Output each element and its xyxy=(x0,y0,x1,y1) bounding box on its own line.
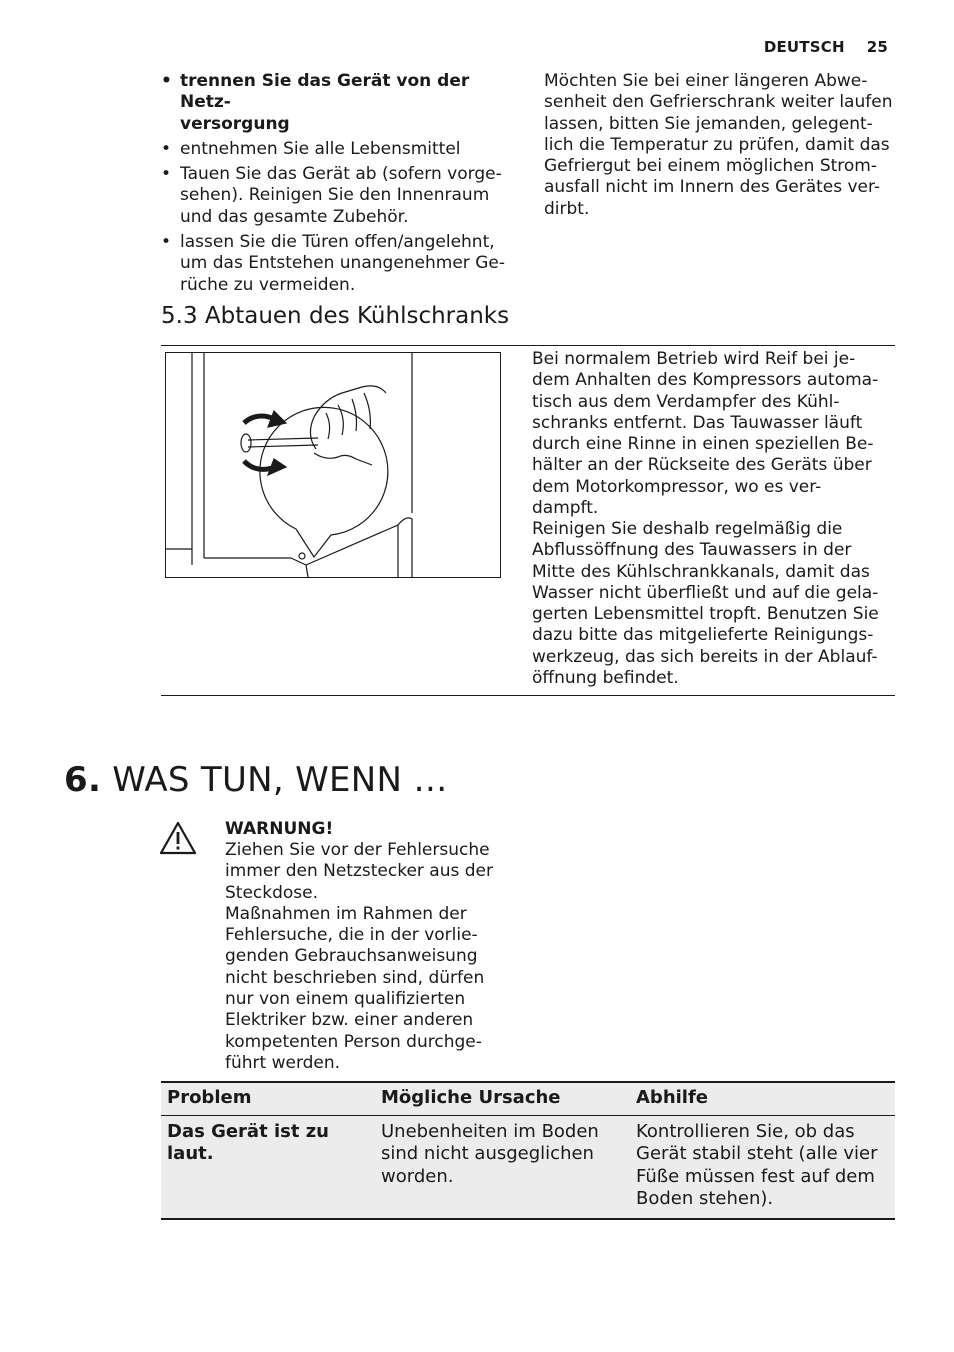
warning-text: Ziehen Sie vor der Fehlersuche immer den Netzstecker aus der Steckdose. Maßnahmen im Rahmen der Fehlersuche, die in der vorlie- genden Gebrauchsanweisung nicht beschrieben sind, dürfen nur von einem qualifizierten Elektriker bzw. einer anderen kompetenten Person durchge- führt werden. xyxy=(225,840,493,1073)
intro-bullet-list xyxy=(161,71,521,300)
warning-icon xyxy=(159,820,197,856)
defrost-paragraph-1: Bei normalem Betrieb wird Reif bei je- dem Anhalten des Kompressors automa- tisch aus dem Verdampfer des Kühl- schranks entfernt. Das Tauwasser läuft durch eine Rinne in einen speziellen Be- hälter an der Rückseite des Geräts über dem Motorkompressor, wo es ver- dampft. xyxy=(532,349,879,519)
warning-title: WARNUNG! xyxy=(225,819,334,839)
chapter-number: 6. xyxy=(64,760,102,800)
page-header xyxy=(742,38,888,56)
column-header-cause: Mögliche Ursache xyxy=(375,1082,630,1115)
cell-remedy: Kontrollieren Sie, ob das Gerät stabil steht (alle vier Füße müssen fest auf dem Boden stehen). xyxy=(630,1115,895,1219)
list-item: • lassen Sie die Türen offen/angelehnt, um das Entstehen unangenehmer Ge- rüche zu vermeiden. xyxy=(161,232,521,296)
section-top-rule xyxy=(161,345,895,346)
chapter-title xyxy=(64,760,448,800)
list-item: • trennen Sie das Gerät von der Netz- versorgung xyxy=(161,71,521,135)
table-header-row xyxy=(161,1082,895,1115)
header-language: DEUTSCH xyxy=(763,38,845,56)
drain-cleaning-drawing xyxy=(166,353,500,577)
list-item: • entnehmen Sie alle Lebensmittel xyxy=(161,139,521,160)
troubleshooting-table xyxy=(161,1081,895,1220)
defrost-paragraph-2: Reinigen Sie deshalb regelmäßig die Abflussöffnung des Tauwassers in der Mitte des Kühlschrankkanals, damit das Wasser nicht überfließt und auf die gela- gerten Lebensmittel tropft. Benutzen Sie dazu bitte das mitgelieferte Reinigungs- werkzeug, das sich bereits in der Ablauf- öffnung befindet. xyxy=(532,519,879,689)
section-bottom-rule xyxy=(161,695,895,696)
cell-problem: Das Gerät ist zu laut. xyxy=(161,1115,375,1219)
list-item: • Tauen Sie das Gerät ab (sofern vorge- sehen). Reinigen Sie den Innenraum und das gesamte Zubehör. xyxy=(161,164,521,228)
header-page-number: 25 xyxy=(866,38,888,56)
intro-paragraph: Möchten Sie bei einer längeren Abwe- senheit den Gefrierschrank weiter laufen lassen, bitten Sie jemanden, gelegent- lich die Temperatur zu prüfen, damit das Gefriergut bei einem möglichen Strom- ausfall nicht im Innern des Gerätes ver- dirbt. xyxy=(544,71,893,219)
defrost-illustration xyxy=(165,352,501,578)
section-title: 5.3 Abtauen des Kühlschranks xyxy=(161,303,510,329)
column-header-remedy: Abhilfe xyxy=(630,1082,895,1115)
chapter-title-text: WAS TUN, WENN … xyxy=(112,760,448,800)
table-row xyxy=(161,1115,895,1219)
cell-cause: Unebenheiten im Boden sind nicht ausgeglichen worden. xyxy=(375,1115,630,1219)
column-header-problem: Problem xyxy=(161,1082,375,1115)
